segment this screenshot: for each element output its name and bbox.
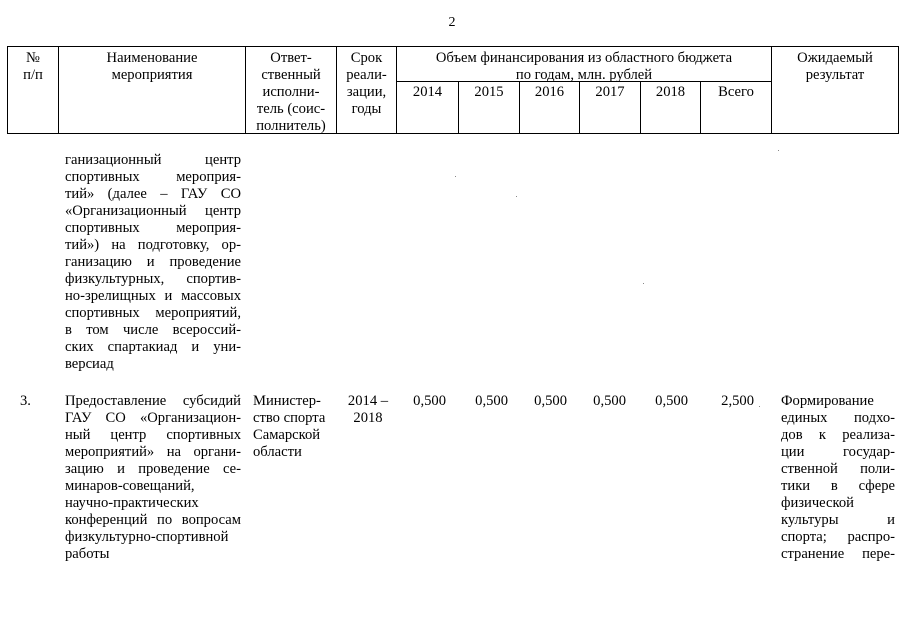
row3-value-2017: 0,500 xyxy=(593,393,626,409)
row3-executor xyxy=(253,393,335,461)
header-executor-line: полнитель) xyxy=(256,118,326,134)
text-line: тики в сфере xyxy=(781,478,895,494)
text-line: странение пере- xyxy=(781,546,895,562)
header-executor-line: ственный xyxy=(261,67,321,83)
text-line: ГАУ СО «Организацион- xyxy=(65,410,241,426)
text-line: дов к реализа- xyxy=(781,427,895,443)
text-line: Предоставление субсидий xyxy=(65,393,241,409)
text-line: Формирование xyxy=(781,393,874,409)
text-line: ганизационный центр xyxy=(65,152,241,168)
header-executor-line: исполни- xyxy=(262,84,320,100)
header-term xyxy=(337,50,396,118)
header-num-line: № xyxy=(26,50,40,66)
text-line: мероприятий» на органи- xyxy=(65,444,241,460)
scan-speck xyxy=(643,283,644,284)
row3-result xyxy=(781,393,895,563)
text-line: ции государ- xyxy=(781,444,895,460)
continuation-name xyxy=(65,152,241,373)
text-line: в том числе всероссий- xyxy=(65,322,241,338)
row3-value-total: 2,500 xyxy=(721,393,754,409)
header-result xyxy=(772,50,898,84)
text-line: 2014 – xyxy=(347,393,389,409)
col-border-11 xyxy=(898,46,899,134)
header-executor-line: Ответ- xyxy=(270,50,312,66)
text-line: области xyxy=(253,444,302,460)
text-line: но-зрелищных и массовых xyxy=(65,288,241,304)
header-num xyxy=(8,50,58,84)
header-num-line: п/п xyxy=(23,67,43,83)
text-line: единых подхо- xyxy=(781,410,895,426)
header-name-line: Наименование xyxy=(106,50,198,66)
text-line: ских спартакиад и уни- xyxy=(65,339,241,355)
header-executor xyxy=(246,50,336,135)
text-line: физкультурных, спортив- xyxy=(65,271,241,287)
header-financing xyxy=(397,50,771,84)
header-result-line: Ожидаемый xyxy=(797,50,873,66)
text-line: ный центр спортивных xyxy=(65,427,241,443)
row3-value-2015: 0,500 xyxy=(475,393,508,409)
header-bottom-border xyxy=(7,133,898,134)
scan-speck xyxy=(516,196,517,197)
header-year-2015: 2015 xyxy=(474,84,504,100)
row3-value-2016: 0,500 xyxy=(534,393,567,409)
row3-number: 3. xyxy=(20,393,31,409)
page-number: 2 xyxy=(448,15,456,30)
header-executor-line: тель (соис- xyxy=(256,101,326,117)
text-line: физкультурно-спортивной xyxy=(65,529,229,545)
scan-speck xyxy=(778,150,779,151)
header-year-total: Всего xyxy=(718,84,754,100)
header-year-2018: 2018 xyxy=(655,84,686,100)
text-line: зацию и проведение се- xyxy=(65,461,241,477)
header-term-line: годы xyxy=(351,101,382,117)
text-line: Министер- xyxy=(253,393,321,409)
row3-value-2018: 0,500 xyxy=(655,393,688,409)
header-name-line: мероприятия xyxy=(111,67,193,83)
text-line: 2018 xyxy=(353,410,383,426)
text-line: спорта; распро- xyxy=(781,529,895,545)
header-term-line: Срок xyxy=(350,50,383,66)
text-line: культуры и xyxy=(781,512,895,528)
header-name xyxy=(59,50,245,84)
header-financing-line: Объем финансирования из областного бюджета xyxy=(435,50,733,66)
header-term-line: реали- xyxy=(346,67,387,83)
text-line: версиад xyxy=(65,356,114,372)
text-line: спортивных мероприятий, xyxy=(65,305,241,321)
header-result-line: результат xyxy=(805,67,865,83)
text-line: тий») на подготовку, ор- xyxy=(65,237,241,253)
header-financing-line: по годам, млн. рублей xyxy=(515,67,653,83)
header-term-line: зации, xyxy=(346,84,387,100)
table-top-border xyxy=(7,46,898,47)
text-line: конференций по вопросам xyxy=(65,512,241,528)
text-line: спортивных мероприя- xyxy=(65,220,241,236)
row3-term xyxy=(340,393,396,427)
text-line: ство спорта xyxy=(253,410,326,426)
text-line: минаров-совещаний, xyxy=(65,478,195,494)
row3-value-2014: 0,500 xyxy=(413,393,446,409)
header-year-2014: 2014 xyxy=(412,84,443,100)
row3-name xyxy=(65,393,241,563)
text-line: «Организационный центр xyxy=(65,203,241,219)
text-line: ственной поли- xyxy=(781,461,895,477)
scan-speck xyxy=(455,176,456,177)
text-line: спортивных мероприя- xyxy=(65,169,241,185)
text-line: тий» (далее – ГАУ СО xyxy=(65,186,241,202)
text-line: Самарской xyxy=(253,427,321,443)
text-line: физической xyxy=(781,495,854,511)
text-line: ганизацию и проведение xyxy=(65,254,241,270)
text-line: научно-практических xyxy=(65,495,199,511)
header-year-2017: 2017 xyxy=(595,84,625,100)
scan-speck xyxy=(759,406,760,407)
header-year-2016: 2016 xyxy=(534,84,565,100)
text-line: работы xyxy=(65,546,110,562)
